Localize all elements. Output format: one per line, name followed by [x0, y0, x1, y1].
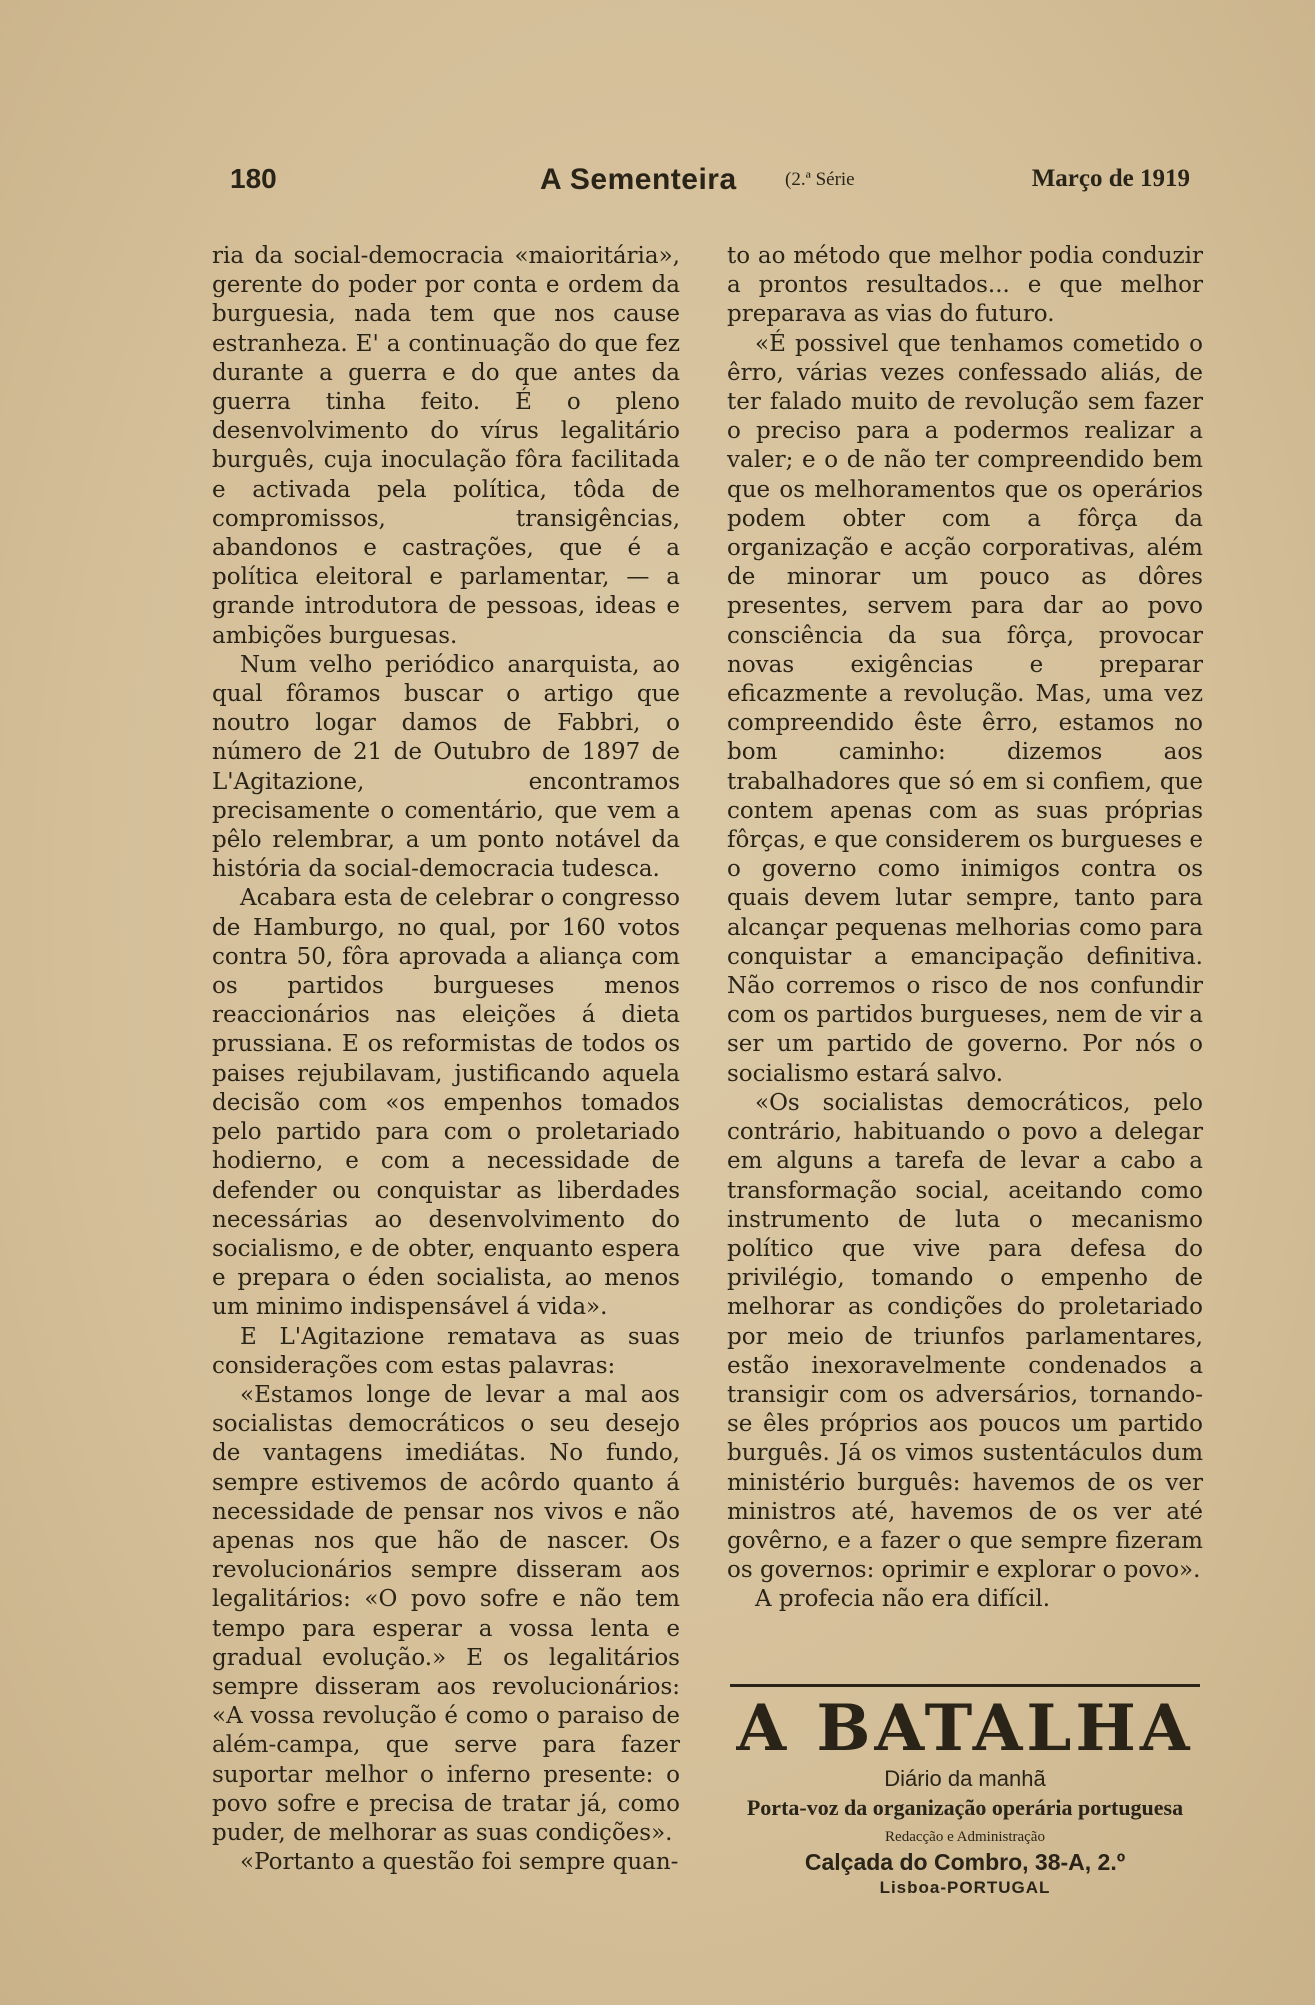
- divider: [730, 1684, 1200, 1687]
- right-column: [727, 242, 1203, 1615]
- paragraph: «É possivel que tenhamos cometido o êrro, várias vezes confessado aliás, de ter falado muito de revolução sem fazer o preciso para a podermos realizar a valer; e o de não ter compreendido bem que os melhoramentos que os operários podem obter com a fôrça da organização e acção corporativas, além de minorar um pouco as dôres presentes, servem para dar ao povo consciência da sua fôrça, provocar novas exigências e preparar eficazmente a revolução. Mas, uma vez compreendido êste êrro, estamos no bom caminho: dizemos aos trabalhadores que só em si confiem, que contem apenas com as suas próprias fôrças, e que considerem os burgueses e o governo como inimigos contra os quais devem lutar sempre, tanto para alcançar pequenas melhorias como para conquistar a emancipação definitiva. Não corremos o risco de nos confundir com os partidos burgueses, nem de vir a ser um partido de governo. Por nós o socialismo estará salvo.: [727, 330, 1203, 1087]
- ad-city: Lisboa-PORTUGAL: [879, 1878, 1051, 1897]
- page-header: [230, 163, 1190, 203]
- ad-title: A BATALHA: [736, 1691, 1194, 1766]
- ad-tagline: Porta-voz da organização operária portuguesa: [746, 1795, 1184, 1820]
- ad-subtitle: Diário da manhã: [884, 1766, 1046, 1791]
- ad-office-label: Redacção e Administração: [885, 1829, 1045, 1845]
- issue-date: Março de 1919: [1031, 165, 1190, 192]
- journal-title: A Sementeira: [540, 163, 737, 196]
- paragraph: ria da social-democracia «maioritária», gerente do poder por conta e ordem da burguesia, nada tem que nos cause estranheza. E' a continuação do que fez durante a guerra e do que antes da guerra tinha feito. É o pleno desenvolvimento do vírus legalitário burguês, cuja inoculação fôra facilitada e activada pela política, tôda de compromissos, transigências, abandonos e castrações, que é a política eleitoral e parlamentar, — a grande introdutora de pessoas, ideas e ambições burguesas.: [212, 243, 680, 649]
- paragraph: «Os socialistas democráticos, pelo contrário, habituando o povo a delegar em alguns a tarefa de levar a cabo a transformação social, aceitando como instrumento de luta o mecanismo político que vive para defesa do privilégio, tomando o empenho de melhorar as condições do proletariado por meio de triunfos parlamentares, estão inexoravelmente condenados a transigir com os adversários, tornando-se êles próprios aos poucos um partido burguês. Já os vimos sustentáculos dum ministério burguês: havemos de os ver ministros até, havemos de os ver até govêrno, e a fazer o que sempre fizeram os governos: oprimir e explorar o povo».: [727, 1089, 1203, 1584]
- paragraph: E L'Agitazione rematava as suas considerações com estas palavras:: [212, 1323, 680, 1379]
- left-column: [212, 242, 680, 1877]
- paragraph: Acabara esta de celebrar o congresso de Hamburgo, no qual, por 160 votos contra 50, fôra aprovada a aliança com os partidos burgueses menos reaccionários nas eleições á dieta prussiana. E os reformistas de todos os paises rejubilavam, justificando aquela decisão com «os empenhos tomados pelo partido para com o proletariado hodierno, e com a necessidade de defender ou conquistar as liberdades necessárias ao desenvolvimento do socialismo, e de obter, enquanto espera e prepara o éden socialista, ao menos um minimo indispensável á vida».: [212, 885, 680, 1321]
- paragraph: A profecia não era difícil.: [755, 1586, 1051, 1613]
- paragraph: to ao método que melhor podia conduzir a prontos resultados... e que melhor preparava as vias do futuro.: [727, 243, 1203, 328]
- paragraph: «Portanto a questão foi sempre quan-: [240, 1849, 679, 1876]
- advertisement-box: [725, 1684, 1205, 1919]
- page-number: 180: [230, 163, 277, 194]
- series-label: (2.ª Série: [785, 169, 855, 190]
- paragraph: «Estamos longe de levar a mal aos socialistas democráticos o seu desejo de vantagens imediátas. No fundo, sempre estivemos de acôrdo quanto á necessidade de pensar nos vivos e não apenas nos que hão de nascer. Os revolucionários sempre disseram aos legalitários: «O povo sofre e não tem tempo para esperar a vossa lenta e gradual evolução.» E os legalitários sempre disseram aos revolucionários: «A vossa revolução é como o paraiso de além-campa, que serve para fazer suportar melhor o inferno presente: o povo sofre e precisa de tratar já, como puder, de melhorar as suas condições».: [212, 1381, 680, 1846]
- ad-address: Calçada do Combro, 38-A, 2.º: [804, 1849, 1126, 1875]
- paragraph: Num velho periódico anarquista, ao qual fôramos buscar o artigo que noutro logar damos de Fabbri, o número de 21 de Outubro de 1897 de L'Agitazione, encontramos precisamente o comentário, que vem a pêlo relembrar, a um ponto notável da história da social-democracia tudesca.: [212, 651, 680, 883]
